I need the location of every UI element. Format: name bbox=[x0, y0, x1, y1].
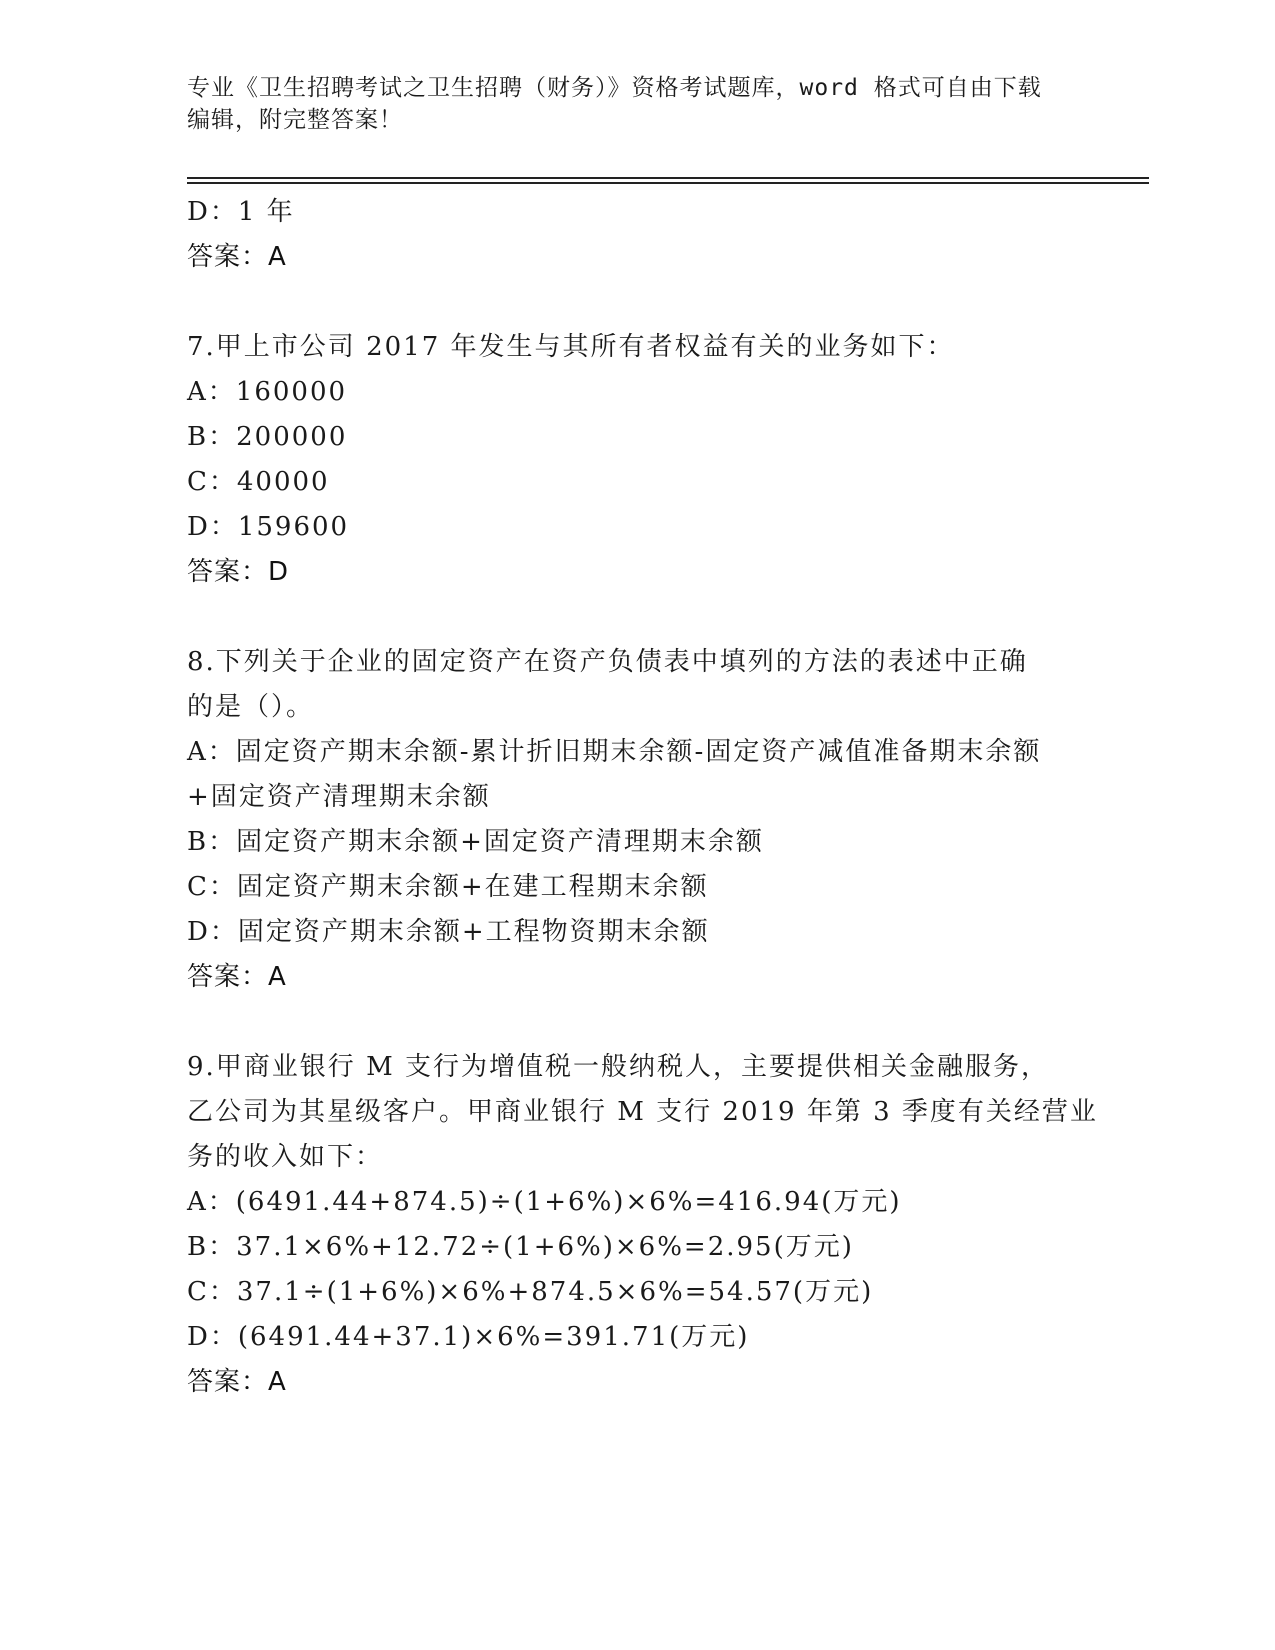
question-stem-line-2: 乙公司为其星级客户。甲商业银行 M 支行 2019 年第 3 季度有关经营业 bbox=[187, 1097, 1098, 1127]
option-c: C：37.1÷(1+6%)×6%+874.5×6%=54.57(万元) bbox=[187, 1277, 874, 1307]
answer-line: 答案：A bbox=[187, 962, 287, 992]
question-stem-line-3: 务的收入如下： bbox=[187, 1142, 384, 1172]
answer-line: 答案：A bbox=[187, 1367, 287, 1397]
question-stem-line-1: 9.甲商业银行 M 支行为增值税一般纳税人，主要提供相关金融服务， bbox=[187, 1052, 1049, 1082]
option-c: C：40000 bbox=[187, 467, 330, 497]
question-6-tail bbox=[187, 190, 1087, 280]
option-b: B：37.1×6%+12.72÷(1+6%)×6%=2.95(万元) bbox=[187, 1232, 854, 1262]
header-line-2: 编辑，附完整答案！ bbox=[187, 107, 403, 133]
spacer bbox=[187, 595, 1087, 640]
question-stem: 7.甲上市公司 2017 年发生与其所有者权益有关的业务如下： bbox=[187, 332, 955, 362]
option-a: A：160000 bbox=[187, 377, 348, 407]
header-divider-bottom bbox=[187, 182, 1149, 184]
spacer bbox=[187, 280, 1087, 325]
document-header bbox=[187, 72, 1087, 136]
option-c: C：固定资产期末余额+在建工程期末余额 bbox=[187, 872, 709, 902]
option-b: B：固定资产期末余额+固定资产清理期末余额 bbox=[187, 827, 764, 857]
question-8 bbox=[187, 640, 1087, 1000]
header-divider-top bbox=[187, 177, 1149, 179]
question-9 bbox=[187, 1045, 1098, 1405]
option-d: D：159600 bbox=[187, 512, 350, 542]
option-d: D：(6491.44+37.1)×6%=391.71(万元) bbox=[187, 1322, 750, 1352]
question-list bbox=[187, 190, 1098, 1405]
option-b: B：200000 bbox=[187, 422, 348, 452]
question-7 bbox=[187, 325, 1087, 595]
answer-line: 答案：D bbox=[187, 557, 290, 587]
answer-line: 答案：A bbox=[187, 242, 287, 272]
option-d: D：1 年 bbox=[187, 197, 295, 227]
option-a: A：(6491.44+874.5)÷(1+6%)×6%=416.94(万元) bbox=[187, 1187, 902, 1217]
spacer bbox=[187, 1000, 1087, 1045]
header-line-1: 专业《卫生招聘考试之卫生招聘（财务）》资格考试题库，word 格式可自由下载 bbox=[187, 75, 1042, 101]
option-a-line-1: A：固定资产期末余额-累计折旧期末余额-固定资产减值准备期末余额 bbox=[187, 737, 1042, 767]
question-stem-line-2: 的是（）。 bbox=[187, 692, 315, 722]
option-d: D：固定资产期末余额+工程物资期末余额 bbox=[187, 917, 710, 947]
option-a-line-2: +固定资产清理期末余额 bbox=[187, 782, 491, 812]
question-stem-line-1: 8.下列关于企业的固定资产在资产负债表中填列的方法的表述中正确 bbox=[187, 647, 1028, 677]
